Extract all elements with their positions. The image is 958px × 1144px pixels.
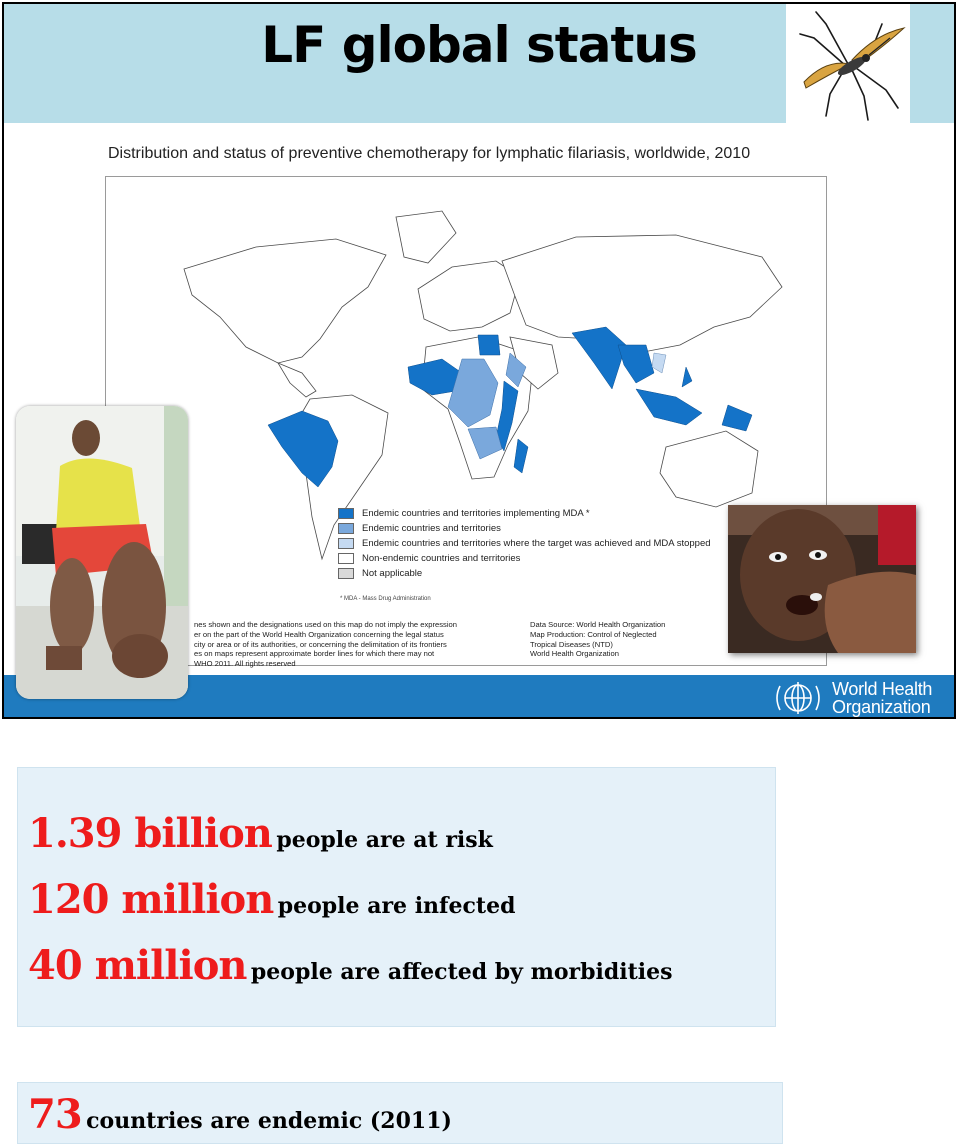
disclaimer-line: es on maps represent approximate border lines for which there may not <box>194 649 435 659</box>
legend-label: Non-endemic countries and territories <box>362 553 521 564</box>
who-line-1: World Health <box>832 679 933 699</box>
stat-label: people are at risk <box>276 827 493 853</box>
legend-label: Endemic countries and territories where the target was achieved and MDA stopped <box>362 538 711 549</box>
stat-value: 73 <box>28 1091 82 1138</box>
stat-label: people are infected <box>277 893 516 919</box>
stat-value: 120 million <box>28 876 274 923</box>
source-line: Data Source: World Health Organization <box>530 620 666 629</box>
stat-endemic-countries <box>28 1091 452 1138</box>
disclaimer-line: city or area or of its authorities, or concerning the delimitation of its frontiers <box>194 639 447 649</box>
who-line-2: Organization <box>832 697 931 717</box>
legend-label: Endemic countries and territories implementing MDA * <box>362 508 590 519</box>
map-footnote: * MDA - Mass Drug Administration <box>340 596 431 602</box>
slide-header <box>4 4 954 123</box>
legend-label: Endemic countries and territories <box>362 523 501 534</box>
legend-item <box>338 506 711 521</box>
source-line: World Health Organization <box>530 649 619 659</box>
stat-value: 1.39 billion <box>28 810 272 857</box>
stat-label: people are affected by morbidities <box>250 959 673 985</box>
slide-title: LF global status <box>261 16 697 74</box>
child-photo <box>728 505 916 653</box>
legend-item <box>338 551 711 566</box>
patient-photo <box>16 406 188 699</box>
legend-swatch <box>338 568 354 579</box>
map-title: Distribution and status of preventive chemotherapy for lymphatic filariasis, worldwide, 2010 <box>108 145 751 162</box>
stat-infected <box>28 876 515 923</box>
disclaimer-line: er on the part of the World Health Organization concerning the legal status <box>194 629 444 639</box>
who-wordmark <box>832 680 932 716</box>
legend-swatch <box>338 508 354 519</box>
legend-swatch <box>338 553 354 564</box>
legend-swatch <box>338 523 354 534</box>
who-emblem-icon <box>770 678 826 718</box>
legend-swatch <box>338 538 354 549</box>
map-disclaimer <box>194 620 494 669</box>
endemic-box <box>17 1082 783 1144</box>
legend-item <box>338 536 711 551</box>
map-legend <box>338 506 711 581</box>
stats-box <box>17 767 776 1027</box>
stat-value: 40 million <box>28 942 247 989</box>
map-source <box>530 620 730 659</box>
stat-at-risk <box>28 810 493 857</box>
source-line: Map Production: Control of Neglected <box>530 629 657 639</box>
disclaimer-line: nes shown and the designations used on this map do not imply the expression <box>194 620 457 629</box>
legend-item <box>338 566 711 581</box>
legend-item <box>338 521 711 536</box>
mosquito-image <box>786 4 910 123</box>
source-line: Tropical Diseases (NTD) <box>530 639 613 649</box>
disclaimer-line: WHO 2011. All rights reserved <box>194 659 296 669</box>
legend-label: Not applicable <box>362 568 423 579</box>
who-logo <box>770 675 932 719</box>
stat-morbidities <box>28 942 673 989</box>
stat-label: countries are endemic (2011) <box>86 1108 452 1134</box>
world-map <box>105 176 827 666</box>
